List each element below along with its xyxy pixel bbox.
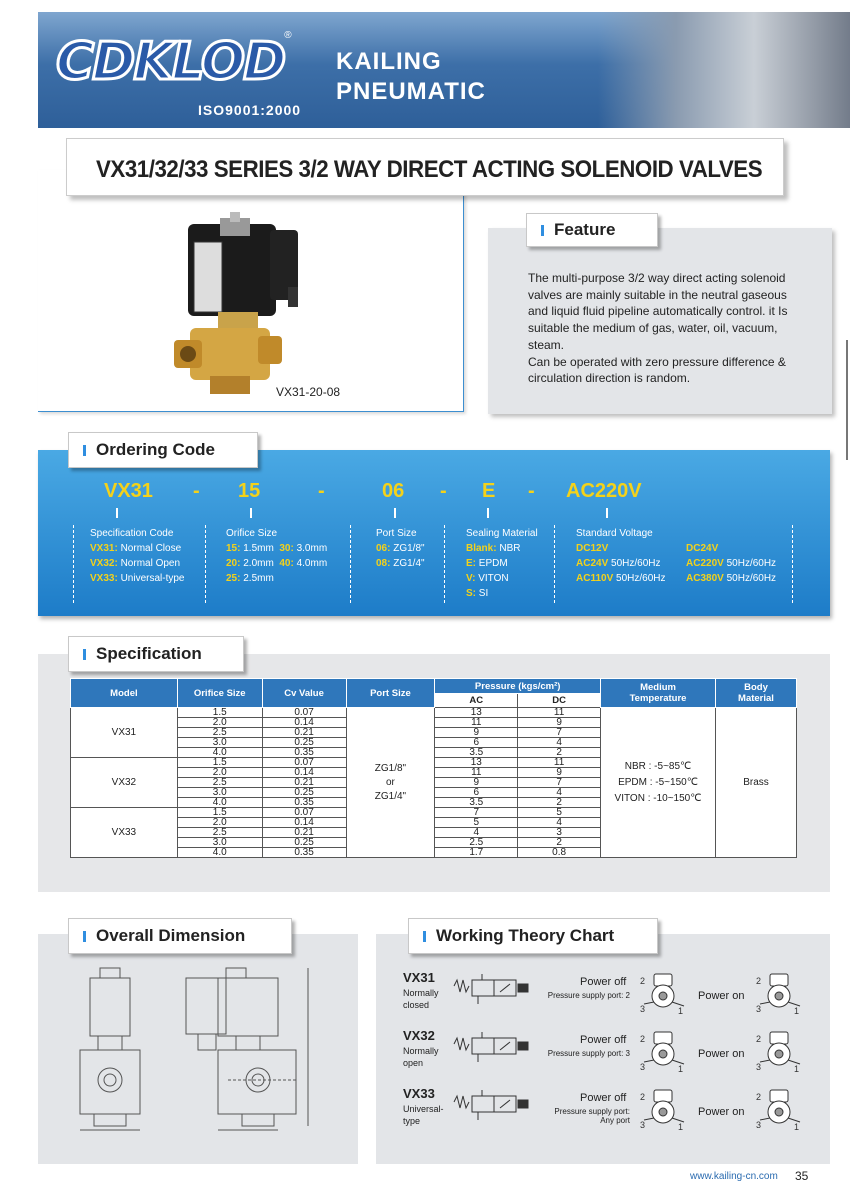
- ordering-heading-text: Ordering Code: [96, 440, 216, 459]
- key: 15:: [226, 543, 241, 554]
- brand-line2: PNEUMATIC: [336, 78, 486, 105]
- code-sep: -: [440, 480, 447, 502]
- orifice-cell: 2.0: [177, 768, 262, 778]
- cv-cell: 0.21: [262, 728, 346, 738]
- valve-off-icon: [640, 972, 686, 1016]
- port-row: [376, 541, 425, 556]
- working-sub: type: [403, 1116, 421, 1126]
- key: 08:: [376, 558, 391, 569]
- dc-cell: 9: [518, 768, 601, 778]
- header-banner: [38, 12, 850, 128]
- voltage-block: [576, 526, 796, 586]
- svg-text:3: 3: [756, 1120, 762, 1130]
- valve-off-icon: [640, 1030, 686, 1074]
- power-on-label: Power on: [698, 990, 745, 1002]
- key: DC12V: [576, 543, 609, 554]
- valve-symbol-icon: [452, 1090, 532, 1126]
- page-edge-line: [846, 340, 848, 460]
- body-cell: Brass: [715, 708, 796, 858]
- dc-cell: 5: [518, 808, 601, 818]
- dimension-heading-text: Overall Dimension: [96, 926, 246, 945]
- key: 30:: [279, 543, 294, 554]
- code-sep: -: [528, 480, 535, 502]
- value: 4.0mm: [296, 558, 328, 569]
- value: 1.5mm: [243, 543, 274, 554]
- orifice-cell: 1.5: [177, 808, 262, 818]
- pressure-note: Pressure supply port: 2: [547, 991, 630, 1000]
- code-port: 06: [382, 480, 405, 502]
- value: NBR: [499, 543, 521, 554]
- dc-cell: 7: [518, 778, 601, 788]
- key: 06:: [376, 543, 391, 554]
- dashed-divider: [205, 525, 206, 603]
- seal-row: [466, 556, 538, 571]
- svg-text:1: 1: [678, 1006, 684, 1016]
- port-title: Port Size: [376, 528, 417, 539]
- spec-code-block: [90, 526, 185, 586]
- value: EPDM: [478, 558, 508, 569]
- ac-cell: 9: [435, 778, 518, 788]
- key: DC24V: [686, 543, 719, 554]
- header-dc: DC: [518, 694, 601, 708]
- medium-cell: [601, 708, 716, 858]
- cv-cell: 0.25: [262, 788, 346, 798]
- svg-text:3: 3: [640, 1120, 646, 1130]
- value: 50Hz/60Hz: [726, 573, 777, 584]
- working-sub: closed: [403, 1000, 430, 1010]
- cv-cell: 0.07: [262, 808, 346, 818]
- cv-cell: 0.25: [262, 738, 346, 748]
- value: SI: [478, 588, 489, 599]
- iso-label: ISO9001:2000: [198, 102, 302, 118]
- svg-text:2: 2: [640, 1034, 646, 1044]
- svg-text:1: 1: [794, 1122, 800, 1132]
- valve-symbol-icon: [452, 1032, 532, 1068]
- feature-heading-text: Feature: [554, 220, 616, 239]
- ac-cell: 3.5: [435, 798, 518, 808]
- dc-cell: 11: [518, 708, 601, 718]
- dashed-divider: [444, 525, 445, 603]
- orifice-cell: 2.5: [177, 778, 262, 788]
- key: AC24V: [576, 558, 609, 569]
- dc-cell: 0.8: [518, 848, 601, 858]
- dc-cell: 7: [518, 728, 601, 738]
- power-off-label: Power off: [580, 1092, 627, 1104]
- ac-cell: 5: [435, 818, 518, 828]
- product-caption: VX31-20-08: [276, 385, 341, 399]
- dc-cell: 9: [518, 718, 601, 728]
- pressure-note: Pressure supply port:: [554, 1107, 630, 1116]
- key: S:: [466, 588, 476, 599]
- code-series: VX31: [104, 480, 153, 502]
- medium-line: EPDM : -5~150℃: [618, 776, 698, 788]
- value: Normal Open: [120, 558, 181, 569]
- header-cv: Cv Value: [262, 679, 346, 708]
- orifice-cell: 3.0: [177, 838, 262, 848]
- power-off-label: Power off: [580, 976, 627, 988]
- ac-cell: 6: [435, 738, 518, 748]
- medium-line: VITON : -10~150℃: [614, 792, 702, 804]
- specification-heading: [68, 636, 244, 672]
- page-number: 35: [795, 1169, 809, 1183]
- ac-cell: 2.5: [435, 838, 518, 848]
- header-pressure: Pressure (kgs/cm²): [435, 679, 601, 694]
- dashed-divider: [73, 525, 74, 603]
- heading-marker-icon: [83, 649, 86, 660]
- ac-cell: 11: [435, 718, 518, 728]
- heading-marker-icon: [83, 445, 86, 456]
- value: 50Hz/60Hz: [616, 573, 666, 584]
- medium-line: NBR : -5~85℃: [624, 760, 692, 772]
- orifice-cell: 1.5: [177, 758, 262, 768]
- seal-block: [466, 526, 538, 601]
- logo-text: CDKLOD: [56, 32, 285, 92]
- product-image: [170, 212, 310, 402]
- key: 20:: [226, 558, 241, 569]
- key: AC110V: [576, 573, 614, 584]
- code-sep: -: [318, 480, 325, 502]
- voltage-title: Standard Voltage: [576, 528, 653, 539]
- orifice-cell: 4.0: [177, 848, 262, 858]
- key: VX31:: [90, 543, 118, 554]
- valve-symbol-icon: [452, 974, 532, 1010]
- ac-cell: 9: [435, 728, 518, 738]
- working-sub: Normally: [403, 1046, 439, 1056]
- orifice-cell: 4.0: [177, 748, 262, 758]
- code-seal: E: [482, 480, 496, 502]
- valve-off-icon: [640, 1088, 686, 1132]
- svg-text:2: 2: [640, 976, 646, 986]
- header-medium: Medium Temperature: [601, 679, 716, 708]
- header-model: Model: [71, 679, 178, 708]
- cv-cell: 0.35: [262, 798, 346, 808]
- ac-cell: 1.7: [435, 848, 518, 858]
- dc-cell: 4: [518, 788, 601, 798]
- key: 40:: [279, 558, 294, 569]
- code-orifice: 15: [238, 480, 261, 502]
- heading-marker-icon: [423, 931, 426, 942]
- value: ZG1/8": [393, 543, 425, 554]
- value: ZG1/4": [393, 558, 425, 569]
- table-row: [71, 708, 797, 718]
- code-sep: -: [193, 480, 200, 502]
- working-heading-text: Working Theory Chart: [436, 926, 615, 945]
- value: 2.0mm: [243, 558, 274, 569]
- cv-cell: 0.25: [262, 838, 346, 848]
- port-line: or: [385, 776, 395, 788]
- cv-cell: 0.14: [262, 818, 346, 828]
- header-body: Body Material: [715, 679, 796, 708]
- specification-table: [70, 678, 797, 858]
- brand-logo: [56, 30, 346, 94]
- model-cell: VX31: [71, 708, 178, 758]
- brand-line1: KAILING: [336, 48, 442, 75]
- dc-cell: 11: [518, 758, 601, 768]
- orifice-cell: 2.0: [177, 818, 262, 828]
- code-tick: [394, 508, 396, 518]
- ac-cell: 13: [435, 758, 518, 768]
- footer-url[interactable]: www.kailing-cn.com: [690, 1171, 778, 1182]
- key: E:: [466, 558, 476, 569]
- seal-row: [466, 571, 538, 586]
- working-model: VX33: [403, 1086, 435, 1101]
- code-tick: [250, 508, 252, 518]
- orifice-row: [226, 556, 327, 571]
- voltage-row: [576, 541, 796, 556]
- feature-heading: [526, 213, 658, 247]
- orifice-cell: 2.5: [177, 728, 262, 738]
- key: VX33:: [90, 573, 118, 584]
- svg-text:2: 2: [756, 976, 762, 986]
- specification-body: [71, 708, 797, 858]
- power-on-label: Power on: [698, 1106, 745, 1118]
- cv-cell: 0.21: [262, 828, 346, 838]
- spec-code-title: Specification Code: [90, 528, 174, 539]
- spec-code-row: [90, 541, 185, 556]
- svg-text:3: 3: [640, 1062, 646, 1072]
- orifice-cell: 2.0: [177, 718, 262, 728]
- orifice-block: [226, 526, 327, 586]
- valve-photo-banner: [598, 12, 850, 128]
- pressure-note: Pressure supply port: 3: [547, 1049, 630, 1058]
- spec-code-row: [90, 571, 185, 586]
- power-on-label: Power on: [698, 1048, 745, 1060]
- working-sub: Universal-: [403, 1104, 444, 1114]
- svg-text:3: 3: [756, 1062, 762, 1072]
- port-line: ZG1/8": [374, 762, 407, 774]
- value: 2.5mm: [243, 573, 274, 584]
- svg-text:2: 2: [640, 1092, 646, 1102]
- valve-on-icon: [756, 1030, 802, 1074]
- svg-text:3: 3: [756, 1004, 762, 1014]
- pressure-note: Any port: [600, 1116, 630, 1125]
- voltage-row: [576, 571, 796, 586]
- value: 50Hz/60Hz: [611, 558, 661, 569]
- svg-text:2: 2: [756, 1034, 762, 1044]
- seal-row: [466, 541, 538, 556]
- code-voltage: AC220V: [566, 480, 642, 502]
- value: Universal-type: [120, 573, 185, 584]
- key: Blank:: [466, 543, 497, 554]
- ac-cell: 7: [435, 808, 518, 818]
- dimension-heading: [68, 918, 292, 954]
- svg-text:1: 1: [678, 1122, 684, 1132]
- cv-cell: 0.35: [262, 848, 346, 858]
- orifice-cell: 1.5: [177, 708, 262, 718]
- orifice-cell: 3.0: [177, 788, 262, 798]
- voltage-row: [576, 556, 796, 571]
- cv-cell: 0.21: [262, 778, 346, 788]
- orifice-row: [226, 571, 327, 586]
- seal-row: [466, 586, 538, 601]
- code-tick: [487, 508, 489, 518]
- value: 3.0mm: [296, 543, 328, 554]
- ac-cell: 6: [435, 788, 518, 798]
- valve-on-icon: [756, 1088, 802, 1132]
- key: 25:: [226, 573, 241, 584]
- specification-heading-text: Specification: [96, 644, 202, 663]
- dc-cell: 4: [518, 738, 601, 748]
- key: AC380V: [686, 573, 724, 584]
- value: Normal Close: [120, 543, 182, 554]
- working-sub: open: [403, 1058, 424, 1068]
- ac-cell: 13: [435, 708, 518, 718]
- svg-text:1: 1: [794, 1064, 800, 1074]
- svg-text:1: 1: [678, 1064, 684, 1074]
- dashed-divider: [350, 525, 351, 603]
- ordering-heading: [68, 432, 258, 468]
- heading-marker-icon: [541, 225, 544, 236]
- header-orifice: Orifice Size: [177, 679, 262, 708]
- registered-mark: ®: [284, 30, 292, 41]
- ac-cell: 11: [435, 768, 518, 778]
- feature-text: The multi-purpose 3/2 way direct acting solenoid valves are mainly suitable in the neutral gaseous and liquid fluid pipeline automatically control. it Is suitable the medium of gas, water, oil, vacuum, steam. Can be operated with zero pressure difference & circulation direction is random.: [528, 271, 788, 386]
- orifice-title: Orifice Size: [226, 528, 278, 539]
- svg-text:2: 2: [756, 1092, 762, 1102]
- key: AC220V: [686, 558, 724, 569]
- cv-cell: 0.07: [262, 708, 346, 718]
- dimension-drawing: [68, 960, 338, 1140]
- dc-cell: 2: [518, 748, 601, 758]
- port-row: [376, 556, 425, 571]
- port-cell: [346, 708, 435, 858]
- cv-cell: 0.14: [262, 718, 346, 728]
- key: V:: [466, 573, 476, 584]
- port-line: ZG1/4": [374, 790, 407, 802]
- spec-code-row: [90, 556, 185, 571]
- ac-cell: 3.5: [435, 748, 518, 758]
- cv-cell: 0.14: [262, 768, 346, 778]
- header-ac: AC: [435, 694, 518, 708]
- svg-text:3: 3: [640, 1004, 646, 1014]
- working-model: VX31: [403, 970, 435, 985]
- cv-cell: 0.35: [262, 748, 346, 758]
- orifice-cell: 4.0: [177, 798, 262, 808]
- model-cell: VX33: [71, 808, 178, 858]
- dc-cell: 2: [518, 838, 601, 848]
- key: VX32:: [90, 558, 118, 569]
- orifice-cell: 2.5: [177, 828, 262, 838]
- valve-on-icon: [756, 972, 802, 1016]
- power-off-label: Power off: [580, 1034, 627, 1046]
- value: 50Hz/60Hz: [726, 558, 777, 569]
- dc-cell: 3: [518, 828, 601, 838]
- page-title: VX31/32/33 SERIES 3/2 WAY DIRECT ACTING SOLENOID VALVES: [96, 156, 763, 183]
- ac-cell: 4: [435, 828, 518, 838]
- working-model: VX32: [403, 1028, 435, 1043]
- code-tick: [116, 508, 118, 518]
- working-heading: [408, 918, 658, 954]
- value: VITON: [478, 573, 509, 584]
- dc-cell: 4: [518, 818, 601, 828]
- cv-cell: 0.07: [262, 758, 346, 768]
- port-block: [376, 526, 425, 571]
- heading-marker-icon: [83, 931, 86, 942]
- orifice-row: [226, 541, 327, 556]
- dc-cell: 2: [518, 798, 601, 808]
- working-sub: Normally: [403, 988, 439, 998]
- svg-text:1: 1: [794, 1006, 800, 1016]
- dashed-divider: [554, 525, 555, 603]
- header-port: Port Size: [346, 679, 435, 708]
- code-tick: [606, 508, 608, 518]
- orifice-cell: 3.0: [177, 738, 262, 748]
- model-cell: VX32: [71, 758, 178, 808]
- seal-title: Sealing Material: [466, 528, 538, 539]
